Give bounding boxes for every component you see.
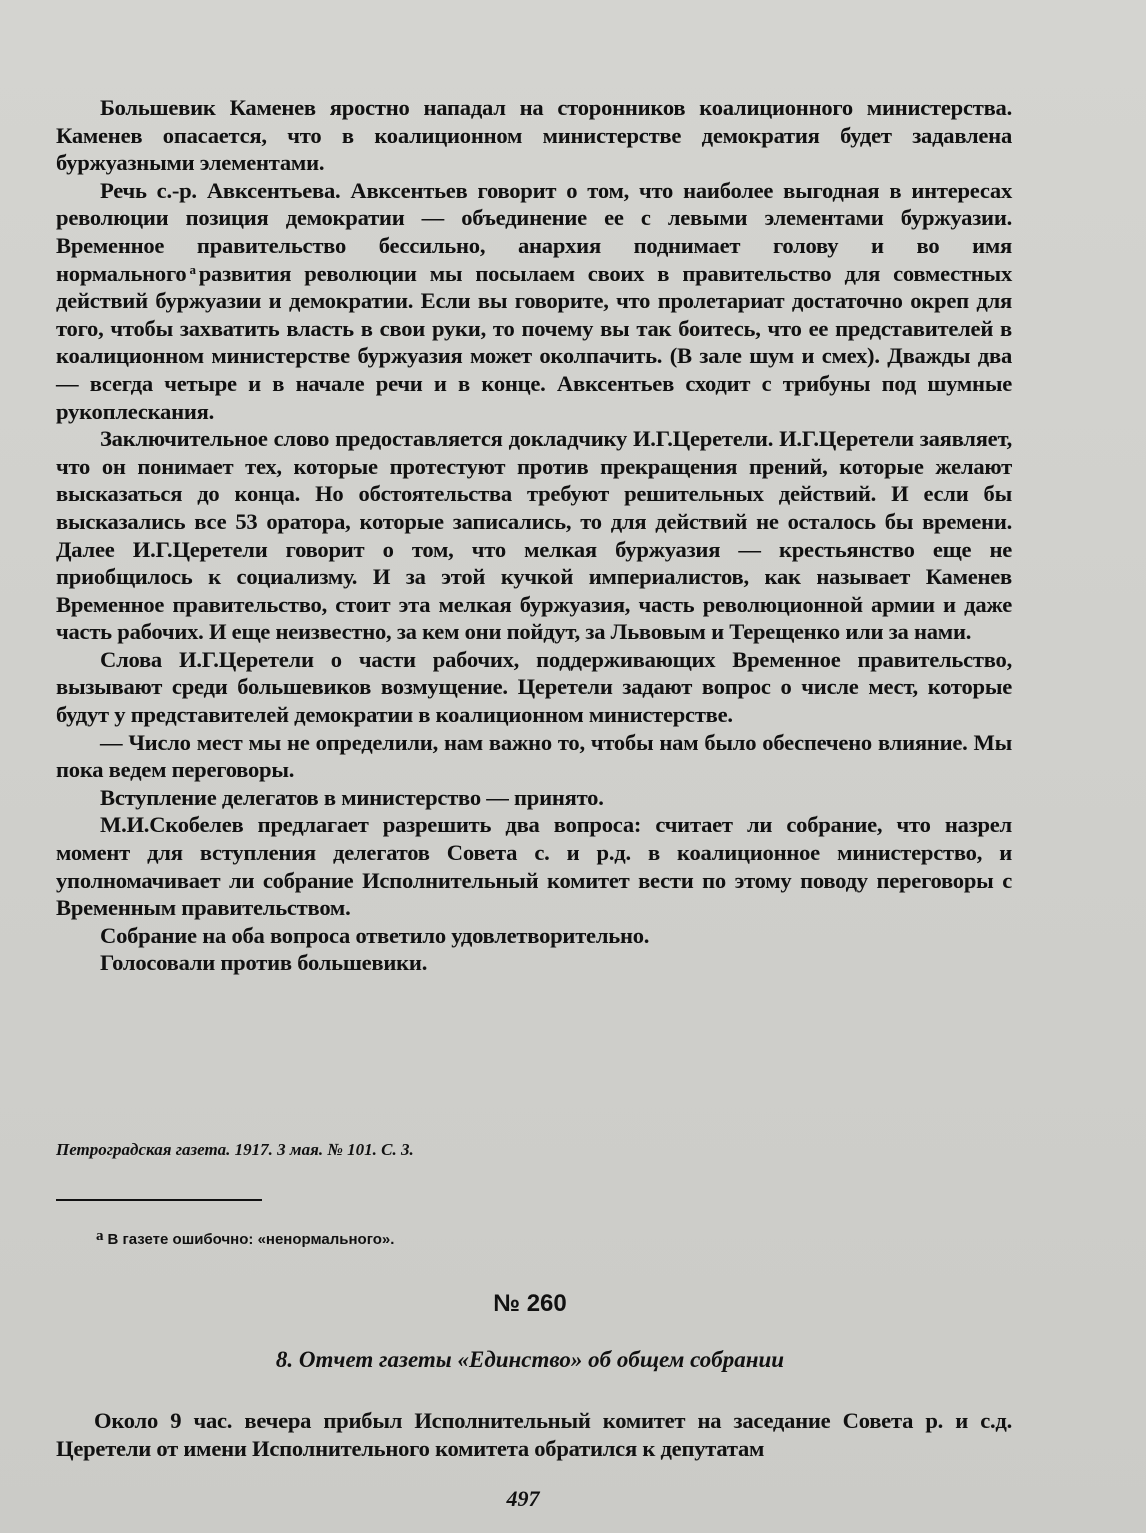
paragraph-kamenev: Большевик Каменев яростно нападал на сторонников коалиционного министерства. Каменев опасается, что в коалиционном министерстве демократия будет задавлена буржуазными элементами. bbox=[56, 95, 1012, 176]
footnote-divider bbox=[56, 1199, 262, 1201]
document-title: 8. Отчет газеты «Единство» об общем собрании bbox=[275, 1347, 785, 1372]
footnote-text: В газете ошибочно: «ненормального». bbox=[107, 1231, 395, 1248]
paragraph-next-document: Около 9 час. вечера прибыл Исполнительный комитет на заседание Совета р. и с.д. Церетели от имени Исполнительного комитета обратился к депутатам bbox=[56, 1408, 1012, 1461]
page-number: 497 bbox=[506, 1486, 540, 1511]
paragraph-assembly-answer: Собрание на оба вопроса ответило удовлетворительно. bbox=[100, 922, 650, 948]
footnote bbox=[96, 1228, 394, 1248]
paragraph-avksentiev bbox=[56, 177, 1012, 425]
paragraph-tsereteli-workers: Слова И.Г.Церетели о части рабочих, поддерживающих Временное правительство, вызывают среди большевиков возмущение. Церетели задают вопрос о числе мест, которые будут у представителей демократии в коалиционном министерстве. bbox=[56, 646, 1012, 728]
footnote-letter: а bbox=[96, 1228, 104, 1244]
footnote-marker: а bbox=[189, 261, 196, 277]
avksentiev-text-part1: Речь с.-р. Авксентьева. Авксентьев говорит о том, что наиболее выгодная в интересах революции позиция демократии — объединение ее с левыми элементами буржуазии. Временное правительство бессильно, анархия поднимает голову и во имя нормального bbox=[56, 177, 1012, 286]
next-document-text bbox=[56, 1407, 1012, 1462]
paragraph-skobelev: М.И.Скобелев предлагает разрешить два вопроса: считает ли собрание, что назрел момент для вступления делегатов Совета с. и р.д. в коалиционное министерство, и уполномачивает ли собрание Исполнительный комитет вести по этому поводу переговоры с Временным правительством. bbox=[56, 812, 1012, 921]
paragraph-entry-accepted: Вступление делегатов в министерство — принято. bbox=[100, 784, 604, 810]
document-number: № 260 bbox=[493, 1290, 567, 1317]
avksentiev-text-part2: развития революции мы посылаем своих в правительство для совместных действий буржуазии и демократии. Если вы говорите, что пролетариат достаточно окреп для того, чтобы захватить власть в свои руки, то почему вы так боитесь, что ее представителей в коалиционном министерстве буржуазия может околпачить. (В зале шум и смех). Дважды два — всегда четыре и в начале речи и в конце. Авксентьев сходит с трибуны под шумные рукоплескания. bbox=[56, 260, 1012, 424]
paragraph-voted-against: Голосовали против большевики. bbox=[100, 950, 428, 976]
source-citation: Петроградская газета. 1917. 3 мая. № 101. С. 3. bbox=[56, 1140, 414, 1159]
paragraph-seats-answer: — Число мест мы не определили, нам важно то, чтобы нам было обеспечено влияние. Мы пока ведем переговоры. bbox=[56, 729, 1012, 783]
paragraph-tsereteli-closing: Заключительное слово предоставляется докладчику И.Г.Церетели. И.Г.Церетели заявляет, что он понимает тех, которые протестуют против прекращения прений, которые желают высказаться до конца. Но обстоятельства требуют решительных действий. И если бы высказались все 53 оратора, которые записались, то для действий не осталось бы времени. Далее И.Г.Церетели говорит о том, что мелкая буржуазия — крестьянство еще не приобщилось к социализму. И за этой кучкой империалистов, как называет Каменев Временное правительство, стоит эта мелкая буржуазия, часть революционной армии и даже часть рабочих. И еще неизвестно, за кем они пойдут, за Львовым и Терещенко или за нами. bbox=[56, 426, 1012, 645]
main-text bbox=[56, 94, 1012, 977]
